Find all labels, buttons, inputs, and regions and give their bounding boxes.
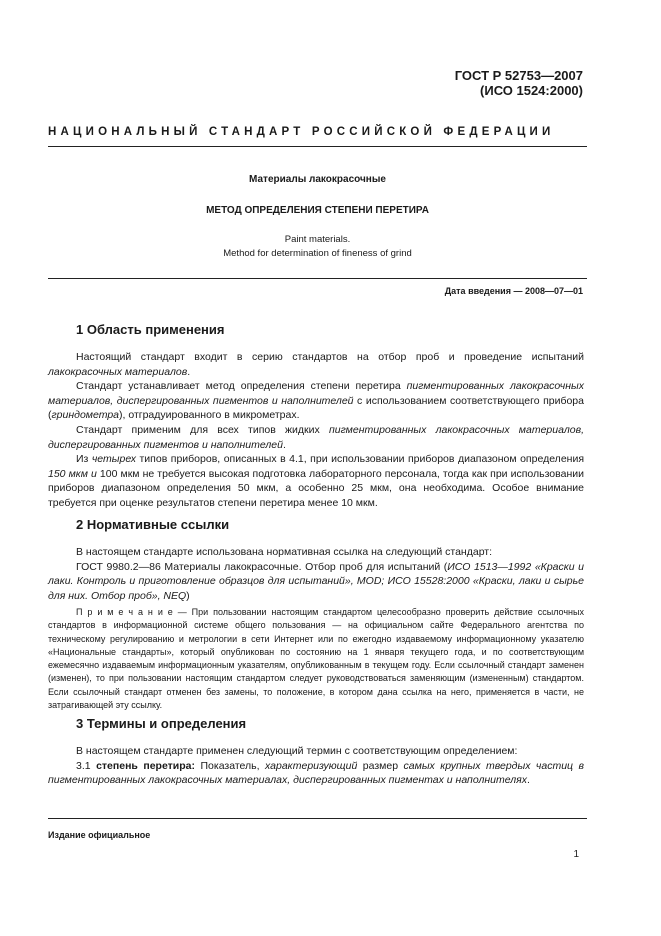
section-3-body bbox=[48, 744, 584, 788]
page-number: 1 bbox=[573, 849, 579, 860]
header-divider bbox=[48, 146, 587, 147]
title-english-line2: Method for determination of fineness of grind bbox=[223, 248, 412, 259]
standard-number: ГОСТ Р 52753—2007 bbox=[454, 68, 583, 83]
footer-divider bbox=[48, 818, 587, 819]
section-3-heading: 3 Термины и определения bbox=[76, 716, 247, 731]
paragraph: В настоящем стандарте использована нормативная ссылка на следующий стандарт: bbox=[76, 546, 493, 558]
paragraph: Стандарт устанавливает метод определения степени перетира пигментированных лакокрасочных материалов, диспергированных пигментов и наполнителей с использованием соответствующего прибора (гриндометра), отградуированного в микрометрах. bbox=[48, 380, 584, 422]
term-definition: 3.1 степень перетира: Показатель, характеризующий размер самых крупных твердых частиц в пигментированных лакокрасочных материалах, диспергированных пигментах и наполнителях. bbox=[48, 759, 584, 787]
paragraph: В настоящем стандарте применен следующий термин с соответствующим определением: bbox=[76, 745, 518, 757]
national-standard-banner: НАЦИОНАЛЬНЫЙ СТАНДАРТ РОССИЙСКОЙ ФЕДЕРАЦИИ bbox=[48, 126, 555, 138]
iso-number: (ИСО 1524:2000) bbox=[480, 83, 583, 98]
title-english-line1: Paint materials. bbox=[284, 234, 351, 245]
introduction-date: Дата введения — 2008—07—01 bbox=[444, 286, 583, 296]
standard-code bbox=[455, 68, 583, 98]
title-divider bbox=[48, 278, 587, 279]
title-main: МЕТОД ОПРЕДЕЛЕНИЯ СТЕПЕНИ ПЕРЕТИРА bbox=[206, 205, 429, 216]
section-1-body bbox=[48, 350, 584, 511]
title-subject: Материалы лакокрасочные bbox=[249, 174, 386, 185]
paragraph: Настоящий стандарт входит в серию стандартов на отбор проб и проведение испытаний лакокрасочных материалов. bbox=[48, 351, 584, 378]
title-english bbox=[48, 233, 587, 261]
section-2-heading: 2 Нормативные ссылки bbox=[76, 517, 230, 532]
paragraph: Из четырех типов приборов, описанных в 4.1, при использовании приборов диапазоном определения 150 мкм и 100 мкм не требуется высокая подготовка лабораторного персонала, тогда как при использовании приборов диапазоном определения 50 мкм, а особенно 25 мкм, она необходима. Особое внимание требуется при оценке результатов степени перетира менее 10 мкм. bbox=[48, 453, 585, 509]
paragraph: ГОСТ 9980.2—86 Материалы лакокрасочные. Отбор проб для испытаний (ИСО 1513—1992 «Краски и лаки. Контроль и приготовление образцов для испытаний», MOD; ИСО 15528:2000 «Краски, лаки и сырье для них. Отбор проб», NEQ) bbox=[48, 560, 584, 602]
official-edition-label: Издание официальное bbox=[48, 830, 151, 840]
section-1-heading: 1 Область применения bbox=[76, 322, 225, 337]
section-2-body bbox=[48, 545, 584, 603]
paragraph: Стандарт применим для всех типов жидких пигментированных лакокрасочных материалов, диспергированных пигментов и наполнителей. bbox=[48, 423, 584, 451]
section-2-note: П р и м е ч а н и е — При пользовании настоящим стандартом целесообразно проверить действие ссылочных стандартов в информационной системе общего пользования — на официальном сайте Федерального агентства по техническому регулированию и метрологии в сети Интернет или по ежегодно издаваемому информационному указателю «Национальные стандарты», который опубликован по состоянию на 1 января текущего года, и по соответствующим ежемесячно издаваемым информационным указателям, опубликованным в текущем году. Если ссылочный стандарт заменен (изменен), то при пользовании настоящим стандартом следует руководствоваться заменяющим (измененным) стандартом. Если ссылочный стандарт отменен без замены, то положение, в котором дана ссылка на него, применяется в части, не затрагивающей эту ссылку. bbox=[48, 607, 584, 711]
